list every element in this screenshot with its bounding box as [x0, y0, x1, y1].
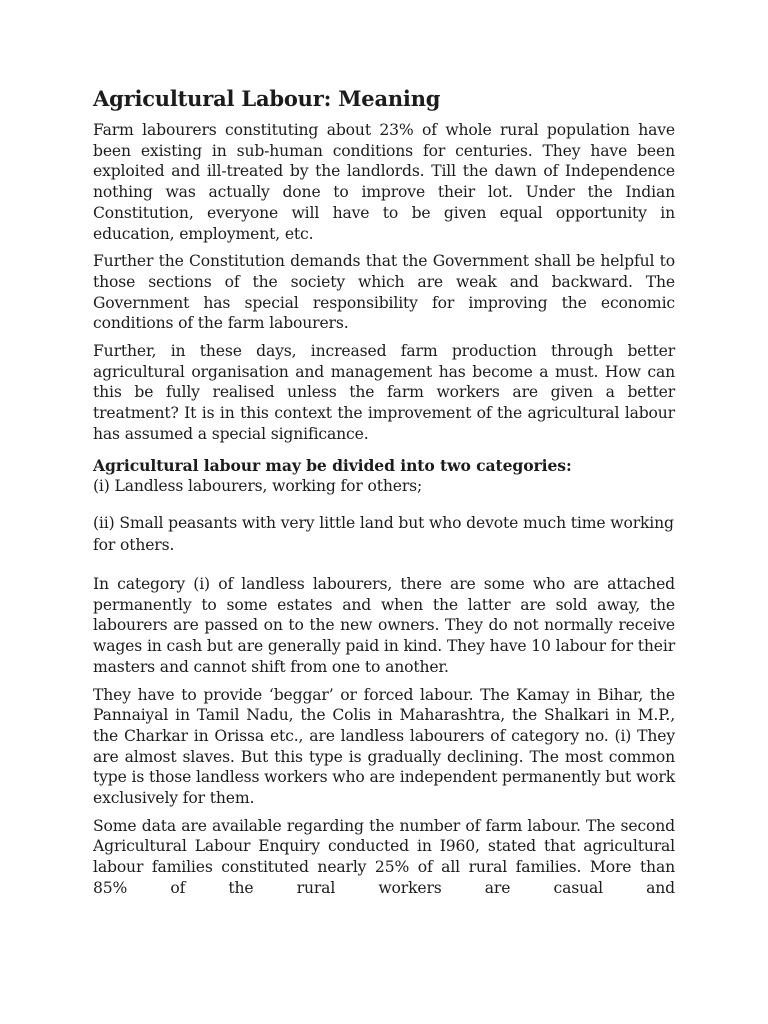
paragraph-intro-3: Further, in these days, increased farm production through better agricultural organisation and management has become a must. How can this be fully realised unless the farm workers are given a better treatment? It is in this context the improvement of the agricultural labour has assumed a special significance.	[93, 342, 675, 443]
page-title: Agricultural Labour: Meaning	[93, 86, 441, 111]
paragraph-body-2: They have to provide ‘beggar’ or forced labour. The Kamay in Bihar, the Pannaiyal in Tamil Nadu, the Colis in Maharashtra, the Shalkari in M.P., the Charkar in Orissa etc., are landless labourers of category no. (i) They are almost slaves. But this type is gradually declining. The most common type is those landless workers who are independent permanently but work exclusively for them.	[93, 685, 675, 808]
paragraph-body-1: In category (i) of landless labourers, there are some who are attached permanently to some estates and when the latter are sold away, the labourers are passed on to the new owners. They do not normally receive wages in cash but are generally paid in kind. They have 10 labour for their masters and cannot shift from one to another.	[93, 575, 675, 676]
category-item-2: (ii) Small peasants with very little land but who devote much time working for others.	[93, 514, 674, 554]
paragraph-body-3: Some data are available regarding the number of farm labour. The second Agricultural Labour Enquiry conducted in I960, stated that agricultural labour families constituted nearly 25% of all rural families. More than 85% of the rural workers are casual and	[93, 816, 675, 897]
categories-heading: Agricultural labour may be divided into two categories:	[93, 455, 572, 475]
category-item-1: (i) Landless labourers, working for others;	[93, 476, 423, 495]
paragraph-intro-1: Farm labourers constituting about 23% of whole rural population have been existing in sub-human conditions for centuries. They have been exploited and ill-treated by the landlords. Till the dawn of Independence nothing was actually done to improve their lot. Under the Indian Constitution, everyone will have to be given equal opportunity in education, employment, etc.	[93, 121, 675, 243]
paragraph-intro-2: Further the Constitution demands that the Government shall be helpful to those sections of the society which are weak and backward. The Government has special responsibility for improving the economic conditions of the farm labourers.	[93, 252, 675, 333]
document-page	[93, 86, 675, 906]
